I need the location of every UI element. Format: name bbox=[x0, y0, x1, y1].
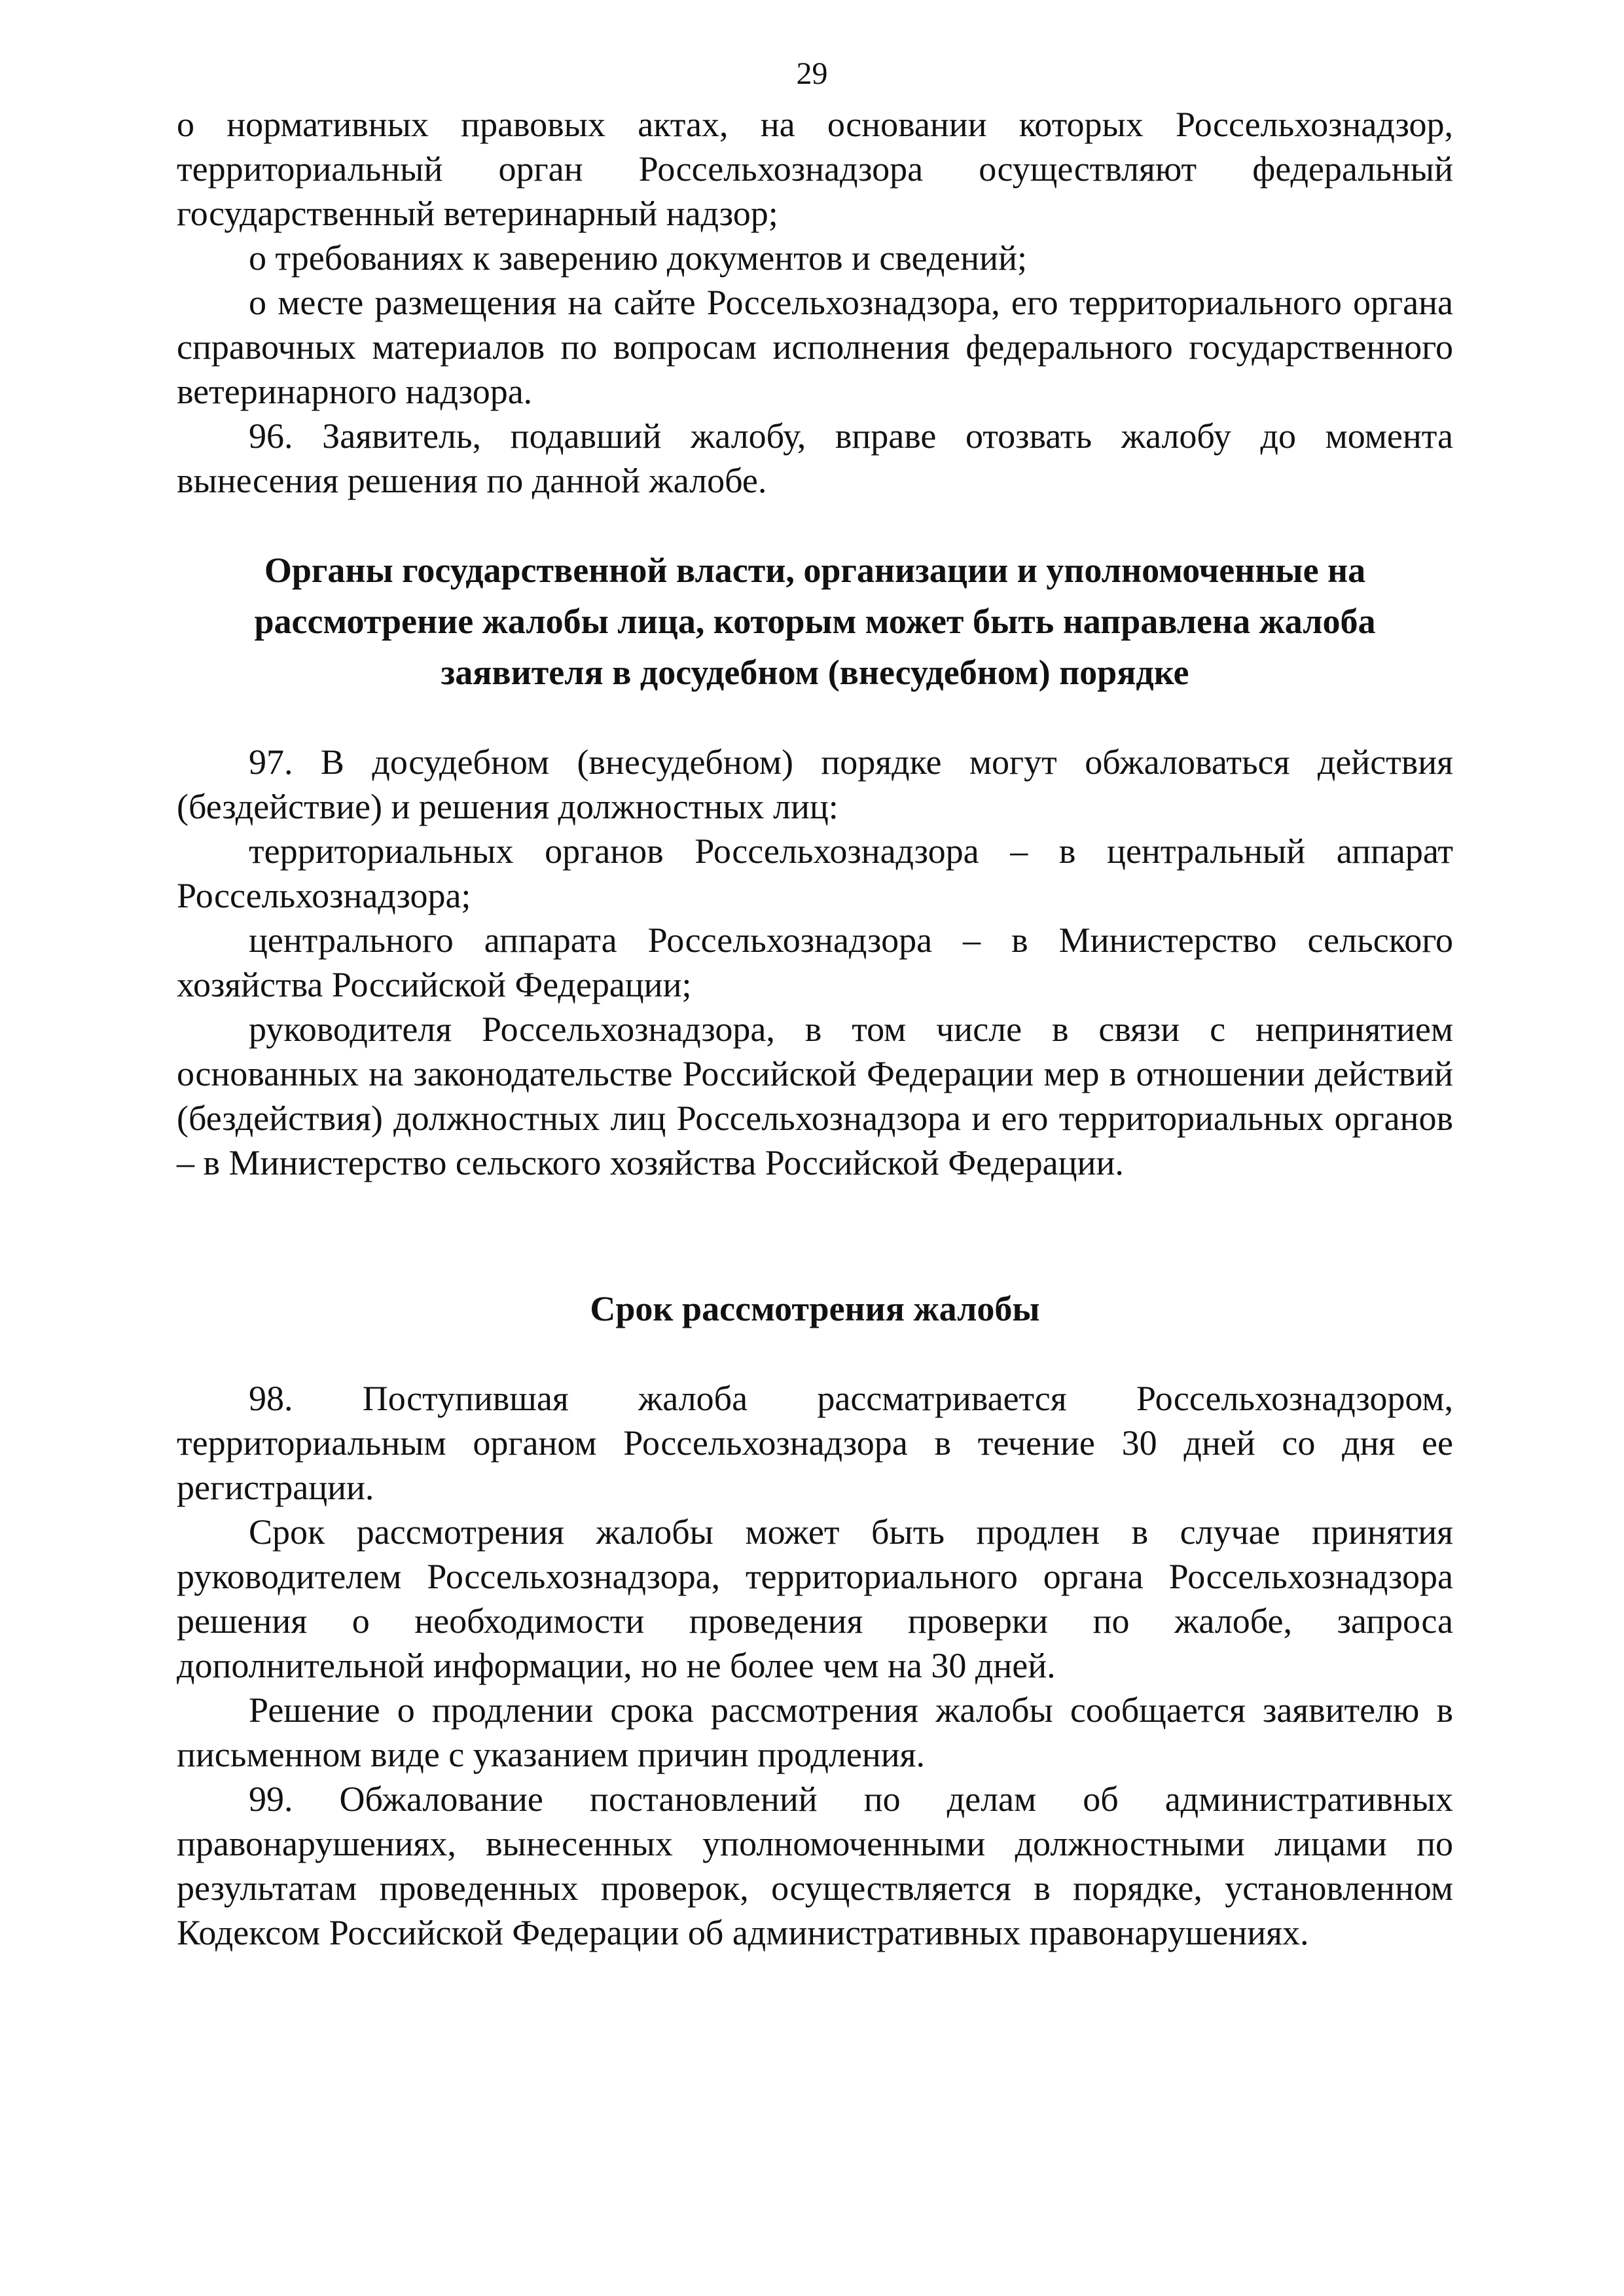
paragraph-96: 96. Заявитель, подавший жалобу, вправе отозвать жалобу до момента вынесения решения по данной жалобе. bbox=[177, 416, 1453, 500]
heading-line: рассмотрение жалобы лица, которым может быть направлена жалоба bbox=[254, 602, 1376, 641]
paragraph-territorial-bodies: территориальных органов Россельхознадзора – в центральный аппарат Россельхознадзора; bbox=[177, 831, 1453, 915]
paragraph-central-office: центрального аппарата Россельхознадзора – в Министерство сельского хозяйства Российской Федерации; bbox=[177, 920, 1453, 1004]
paragraph-extension: Срок рассмотрения жалобы может быть продлен в случае принятия руководителем Россельхознадзора, территориального органа Россельхознадзора решения о необходимости проведения проверки по жалобе, запроса дополнительной информации, но не более чем на 30 дней. bbox=[177, 1512, 1453, 1685]
paragraph-97: 97. В досудебном (внесудебном) порядке могут обжаловаться действия (бездействие) и решения должностных лиц: bbox=[177, 742, 1453, 826]
heading-line: заявителя в досудебном (внесудебном) порядке bbox=[441, 653, 1189, 692]
spacer bbox=[177, 698, 1453, 740]
paragraph-head-of-agency: руководителя Россельхознадзора, в том числе в связи с непринятием основанных на законодательстве Российской Федерации мер в отношении действий (бездействия) должностных лиц Россельхознадзора и его территориальных органов – в Министерство сельского хозяйства Российской Федерации. bbox=[177, 1010, 1453, 1182]
paragraph-98: 98. Поступившая жалоба рассматривается Россельхознадзором, территориальным органом Россельхознадзора в течение 30 дней со дня ее регистрации. bbox=[177, 1379, 1453, 1507]
spacer bbox=[177, 503, 1453, 545]
paragraph-normative-acts: о нормативных правовых актах, на основании которых Россельхознадзор, территориальный орган Россельхознадзора осуществляют федеральный государственный ветеринарный надзор; bbox=[177, 105, 1453, 233]
document-body bbox=[177, 102, 1453, 1955]
paragraph-extension-notice: Решение о продлении срока рассмотрения жалобы сообщается заявителю в письменном виде с указанием причин продления. bbox=[177, 1690, 1453, 1774]
spacer bbox=[177, 1334, 1453, 1376]
paragraph-99: 99. Обжалование постановлений по делам об административных правонарушениях, вынесенных уполномоченными должностными лицами по результатам проведенных проверок, осуществляется в порядке, установленном Кодексом Российской Федерации об административных правонарушениях. bbox=[177, 1779, 1453, 1952]
page-number: 29 bbox=[796, 56, 828, 91]
section-heading-review-period: Срок рассмотрения жалобы bbox=[590, 1289, 1040, 1328]
section-heading-authorities bbox=[177, 545, 1453, 698]
spacer bbox=[177, 1185, 1453, 1283]
paragraph-document-certification: о требованиях к заверению документов и сведений; bbox=[249, 238, 1027, 278]
heading-line: Органы государственной власти, организации и уполномоченные на bbox=[264, 551, 1366, 590]
paragraph-reference-materials: о месте размещения на сайте Россельхознадзора, его территориального органа справочных материалов по вопросам исполнения федерального государственного ветеринарного надзора. bbox=[177, 283, 1453, 411]
